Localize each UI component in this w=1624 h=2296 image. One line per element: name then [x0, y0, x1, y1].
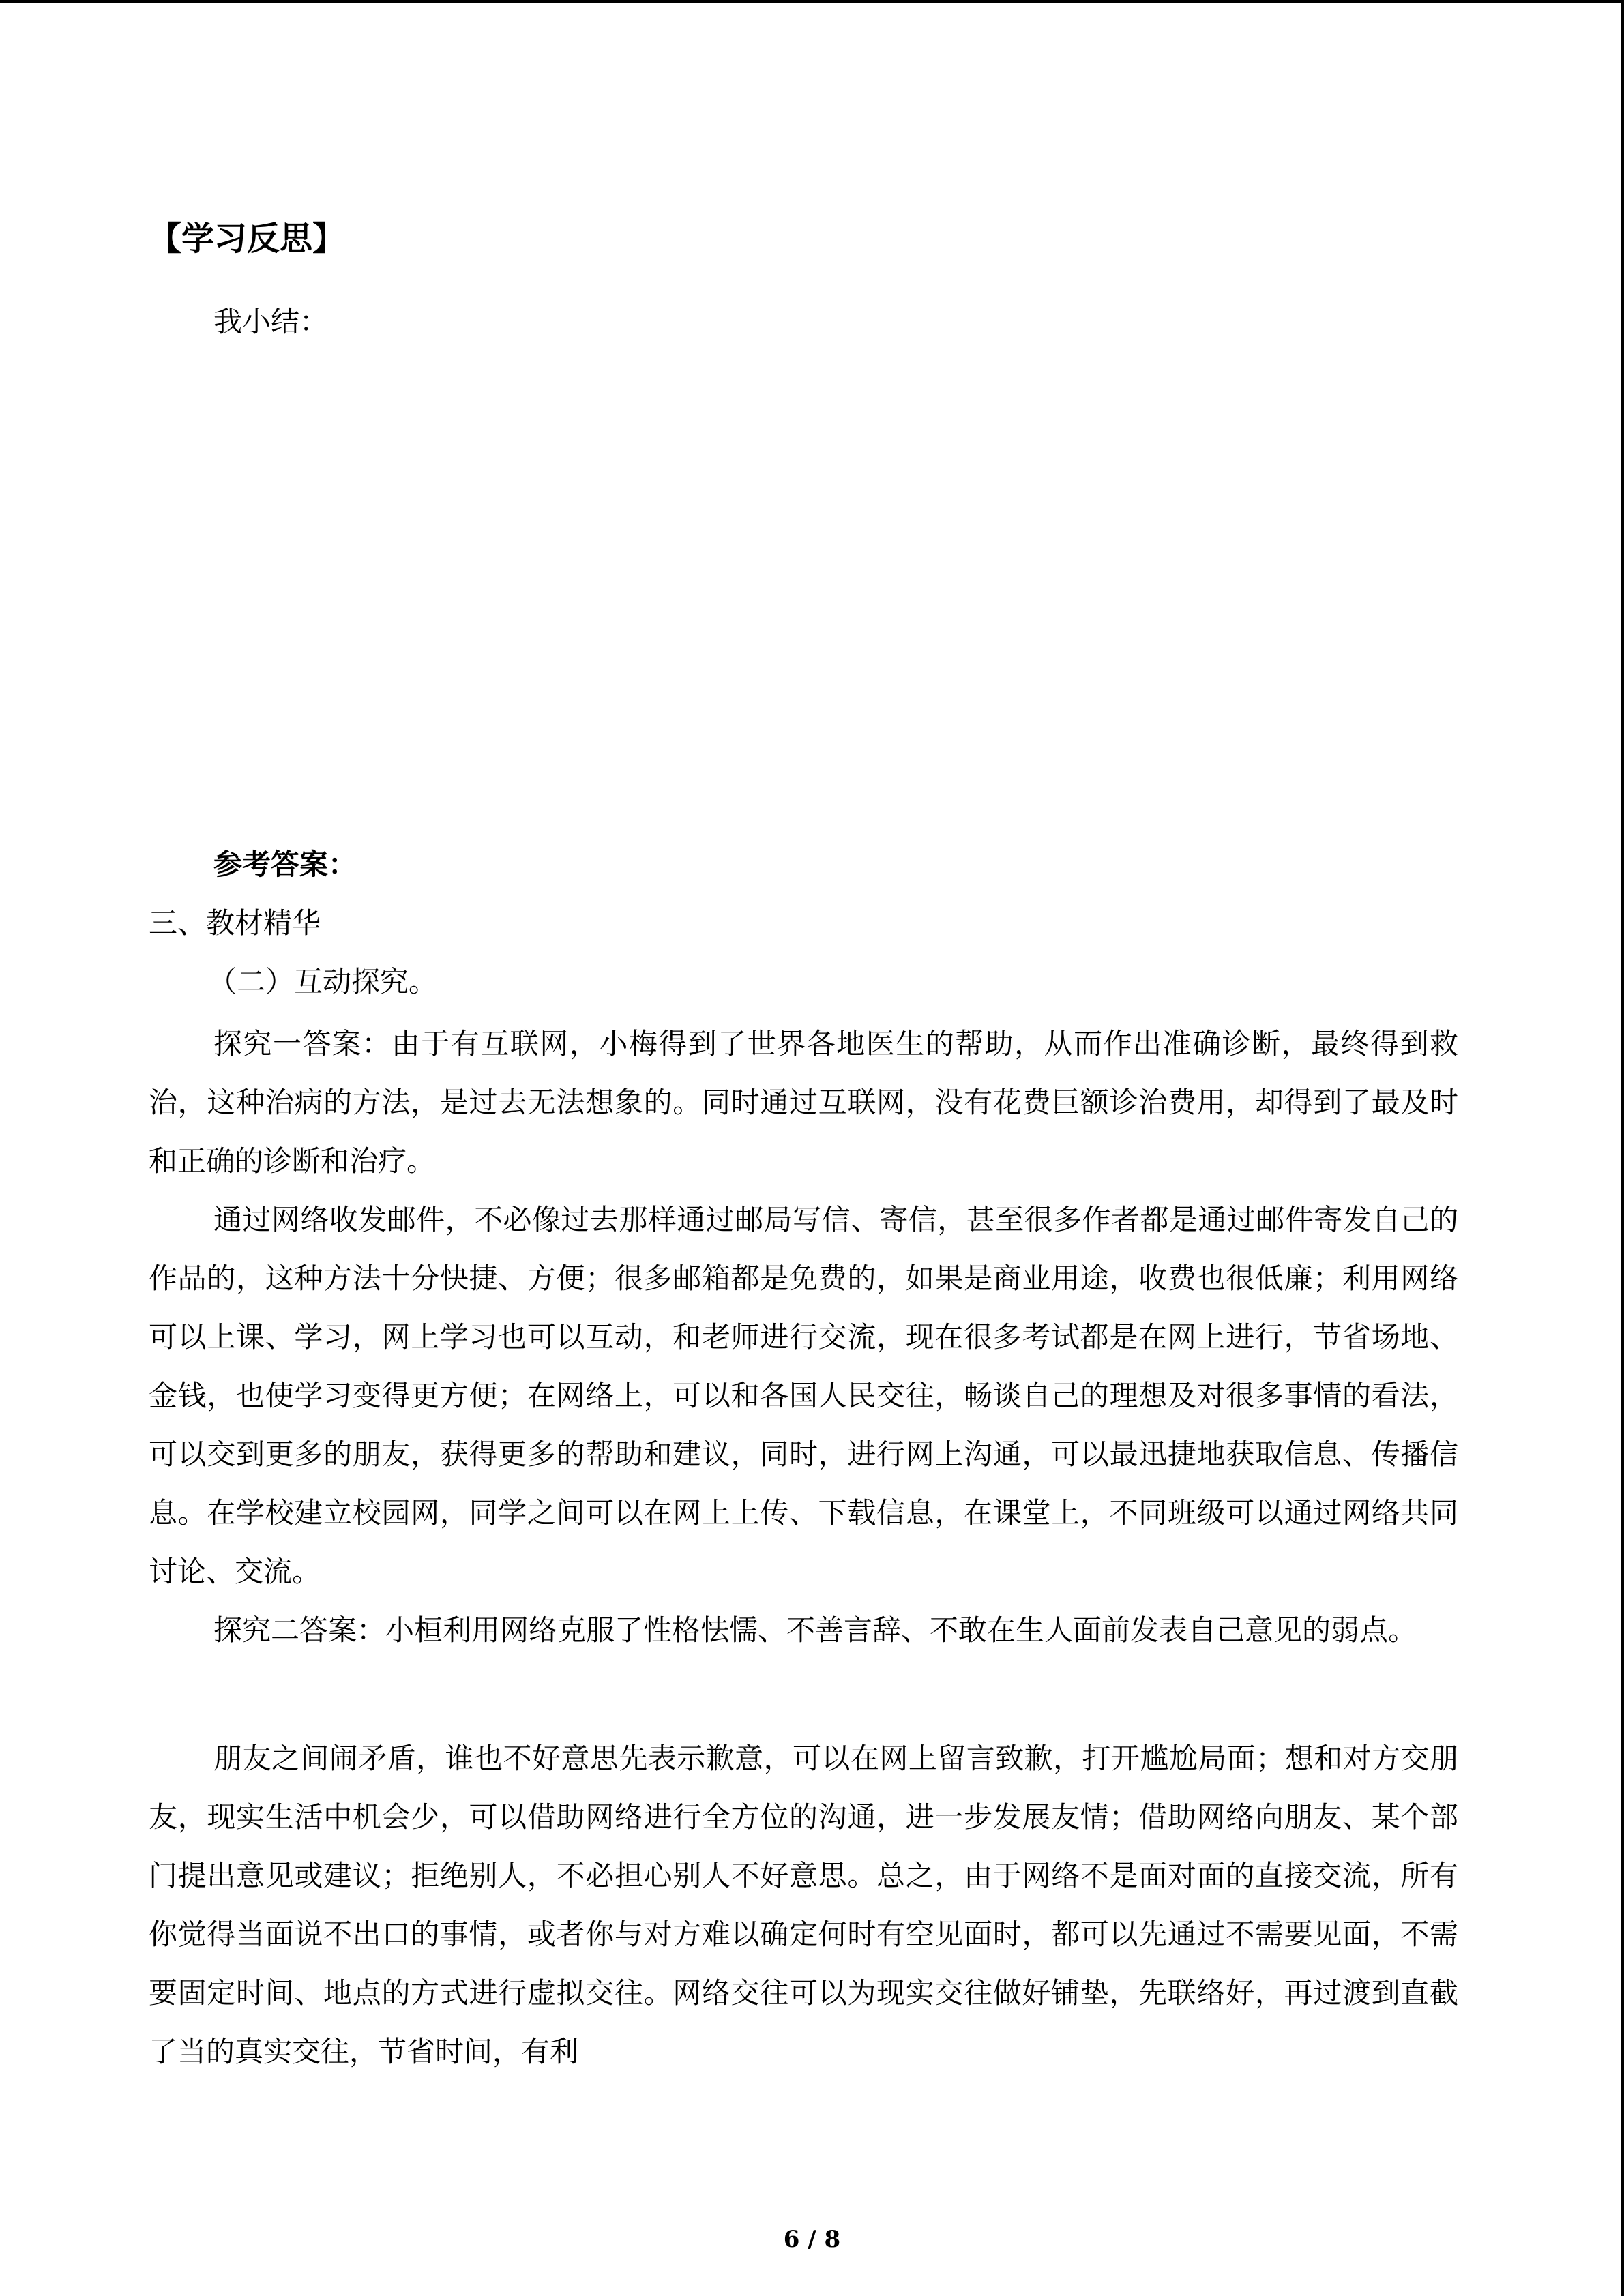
page-top-border	[0, 0, 1624, 3]
section-label: 三、教材精华	[149, 906, 321, 940]
paragraph-email-benefits: 通过网络收发邮件，不必像过去那样通过邮局写信、寄信，甚至很多作者都是通过邮件寄发自己的作品的，这种方法十分快捷、方便；很多邮箱都是免费的，如果是商业用途，收费也很低廉；利用网络可以上课、学习，网上学习也可以互动，和老师进行交流，现在很多考试都是在网上进行，节省场地、金钱，也使学习变得更方便；在网络上，可以和各国人民交往，畅谈自己的理想及对很多事情的看法，可以交到更多的朋友，获得更多的帮助和建议，同时，进行网上沟通，可以最迅捷地获取信息、传播信息。在学校建立校园网，同学之间可以在网上上传、下载信息，在课堂上，不同班级可以通过网络共同讨论、交流。	[149, 1203, 1458, 1588]
page-number: 6 / 8	[783, 2226, 841, 2253]
reference-answers-title: 参考答案：	[213, 848, 357, 881]
page-right-border	[1621, 0, 1624, 2296]
paragraph-friendship: 朋友之间闹矛盾，谁也不好意思先表示歉意，可以在网上留言致歉，打开尴尬局面；想和对方交朋友，现实生活中机会少，可以借助网络进行全方位的沟通，进一步发展友情；借助网络向朋友、某个部门提出意见或建议；拒绝别人，不必担心别人不好意思。总之，由于网络不是面对面的直接交流，所有你觉得当面说不出口的事情，或者你与对方难以确定何时有空见面时，都可以先通过不需要见面，不需要固定时间、地点的方式进行虚拟交往。网络交往可以为现实交往做好铺垫，先联络好，再过渡到直截了当的真实交往，节省时间，有利	[149, 1742, 1458, 2068]
paragraph-explore-one: 探究一答案：由于有互联网，小梅得到了世界各地医生的帮助，从而作出准确诊断，最终得到救治，这种治病的方法，是过去无法想象的。同时通过互联网，没有花费巨额诊治费用，却得到了最及时和正确的诊断和治疗。	[149, 1027, 1458, 1178]
paragraph-explore-two: 探究二答案：小桓利用网络克服了性格怯懦、不善言辞、不敢在生人面前发表自己意见的弱点。	[213, 1613, 1417, 1647]
my-summary-label: 我小结：	[213, 305, 329, 338]
learning-reflection-heading: 【学习反思】	[149, 220, 346, 258]
subsection-label: （二）互动探究。	[208, 965, 438, 998]
